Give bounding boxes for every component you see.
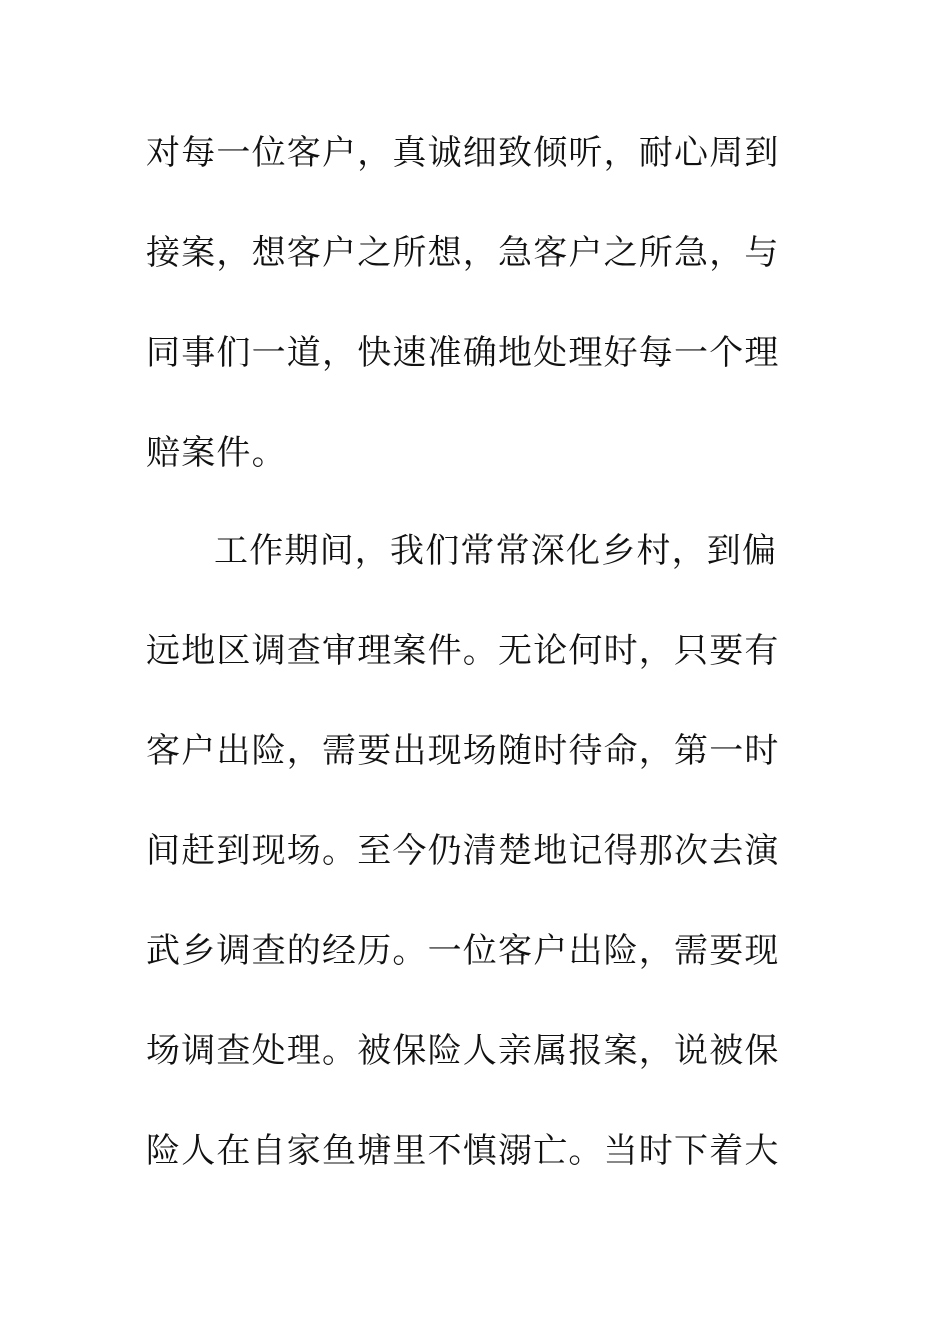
- text-line: 接案，想客户之所想，急客户之所急，与: [146, 233, 780, 273]
- text-line: 客户出险，需要出现场随时待命，第一时: [146, 731, 780, 771]
- text-line: 同事们一道，快速准确地处理好每一个理: [146, 333, 780, 373]
- text-line: 武乡调查的经历。一位客户出险，需要现: [146, 931, 780, 971]
- text-line: 间赶到现场。至今仍清楚地记得那次去演: [146, 831, 780, 871]
- text-line: 赔案件。: [146, 433, 287, 473]
- text-line: 工作期间，我们常常深化乡村，到偏: [214, 531, 778, 571]
- text-line: 险人在自家鱼塘里不慎溺亡。当时下着大: [146, 1131, 780, 1171]
- text-line: 对每一位客户，真诚细致倾听，耐心周到: [146, 133, 780, 173]
- text-line: 远地区调查审理案件。无论何时，只要有: [146, 631, 780, 671]
- text-line: 场调查处理。被保险人亲属报案，说被保: [146, 1031, 780, 1071]
